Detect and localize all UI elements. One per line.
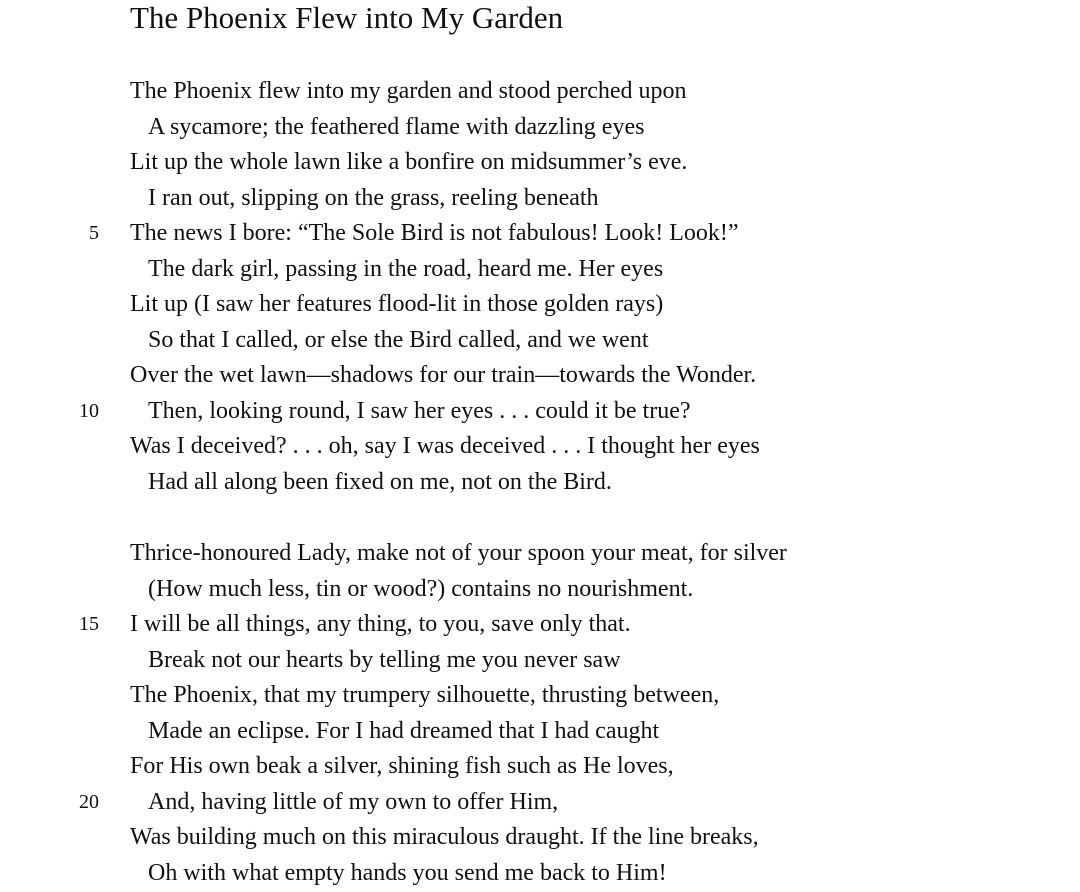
line-number: 5: [89, 222, 99, 244]
poem-line-17: [0, 678, 1080, 714]
poem-line-6: [0, 252, 1080, 288]
poem-line-15: [0, 607, 1080, 643]
line-text: A sycamore; the feathered flame with dazzling eyes: [148, 113, 645, 140]
line-text: Break not our hearts by telling me you never saw: [148, 646, 621, 673]
line-text: So that I called, or else the Bird called, and we went: [148, 326, 649, 353]
poem-line-14: [0, 572, 1080, 608]
line-text: Made an eclipse. For I had dreamed that I had caught: [148, 717, 660, 744]
line-text: Was I deceived? . . . oh, say I was deceived . . . I thought her eyes: [130, 433, 760, 459]
line-text: Then, looking round, I saw her eyes . . . could it be true?: [148, 397, 691, 424]
line-text: For His own beak a silver, shining fish such as He loves,: [130, 753, 674, 779]
line-text: The news I bore: “The Sole Bird is not fabulous! Look! Look!”: [130, 220, 739, 246]
poem-line-16: [0, 643, 1080, 679]
poem-line-19: [0, 749, 1080, 785]
line-text: Oh with what empty hands you send me back to Him!: [148, 859, 667, 886]
stanza-2: [0, 536, 1080, 891]
line-text: The dark girl, passing in the road, heard me. Her eyes: [148, 255, 664, 282]
line-text: Was building much on this miraculous draught. If the line breaks,: [130, 824, 759, 850]
line-text: Lit up the whole lawn like a bonfire on midsummer’s eve.: [130, 149, 688, 175]
line-text: The Phoenix flew into my garden and stood perched upon: [130, 78, 687, 104]
line-text: (How much less, tin or wood?) contains no nourishment.: [148, 575, 694, 602]
poem-line-11: [0, 429, 1080, 465]
poem-title: The Phoenix Flew into My Garden: [130, 0, 564, 35]
poem-line-7: [0, 287, 1080, 323]
line-text: I will be all things, any thing, to you, save only that.: [130, 611, 631, 637]
line-text: I ran out, slipping on the grass, reeling beneath: [148, 184, 599, 211]
line-text: Lit up (I saw her features flood-lit in those golden rays): [130, 291, 664, 317]
poem-line-12: [0, 465, 1080, 501]
poem-line-21: [0, 820, 1080, 856]
poem-line-9: [0, 358, 1080, 394]
line-text: Over the wet lawn—shadows for our train—towards the Wonder.: [130, 362, 757, 388]
poem-line-13: [0, 536, 1080, 572]
poem-line-18: [0, 714, 1080, 750]
line-text: The Phoenix, that my trumpery silhouette, thrusting between,: [130, 682, 720, 708]
line-text: Thrice-honoured Lady, make not of your spoon your meat, for silver: [130, 540, 787, 566]
poem-line-5: [0, 216, 1080, 252]
stanza-1: [0, 74, 1080, 500]
poem-line-22: [0, 856, 1080, 892]
line-number: 15: [79, 613, 99, 635]
line-text: And, having little of my own to offer Him,: [148, 788, 559, 815]
poem-line-4: [0, 181, 1080, 217]
line-number: 10: [79, 399, 99, 422]
poem-line-20: [0, 785, 1080, 821]
poem-line-1: [0, 74, 1080, 110]
line-text: Had all along been fixed on me, not on the Bird.: [148, 468, 612, 495]
poem-line-3: [0, 145, 1080, 181]
line-number: 20: [79, 790, 99, 813]
poem-line-10: [0, 394, 1080, 430]
poem-line-2: [0, 110, 1080, 146]
poem-line-8: [0, 323, 1080, 359]
